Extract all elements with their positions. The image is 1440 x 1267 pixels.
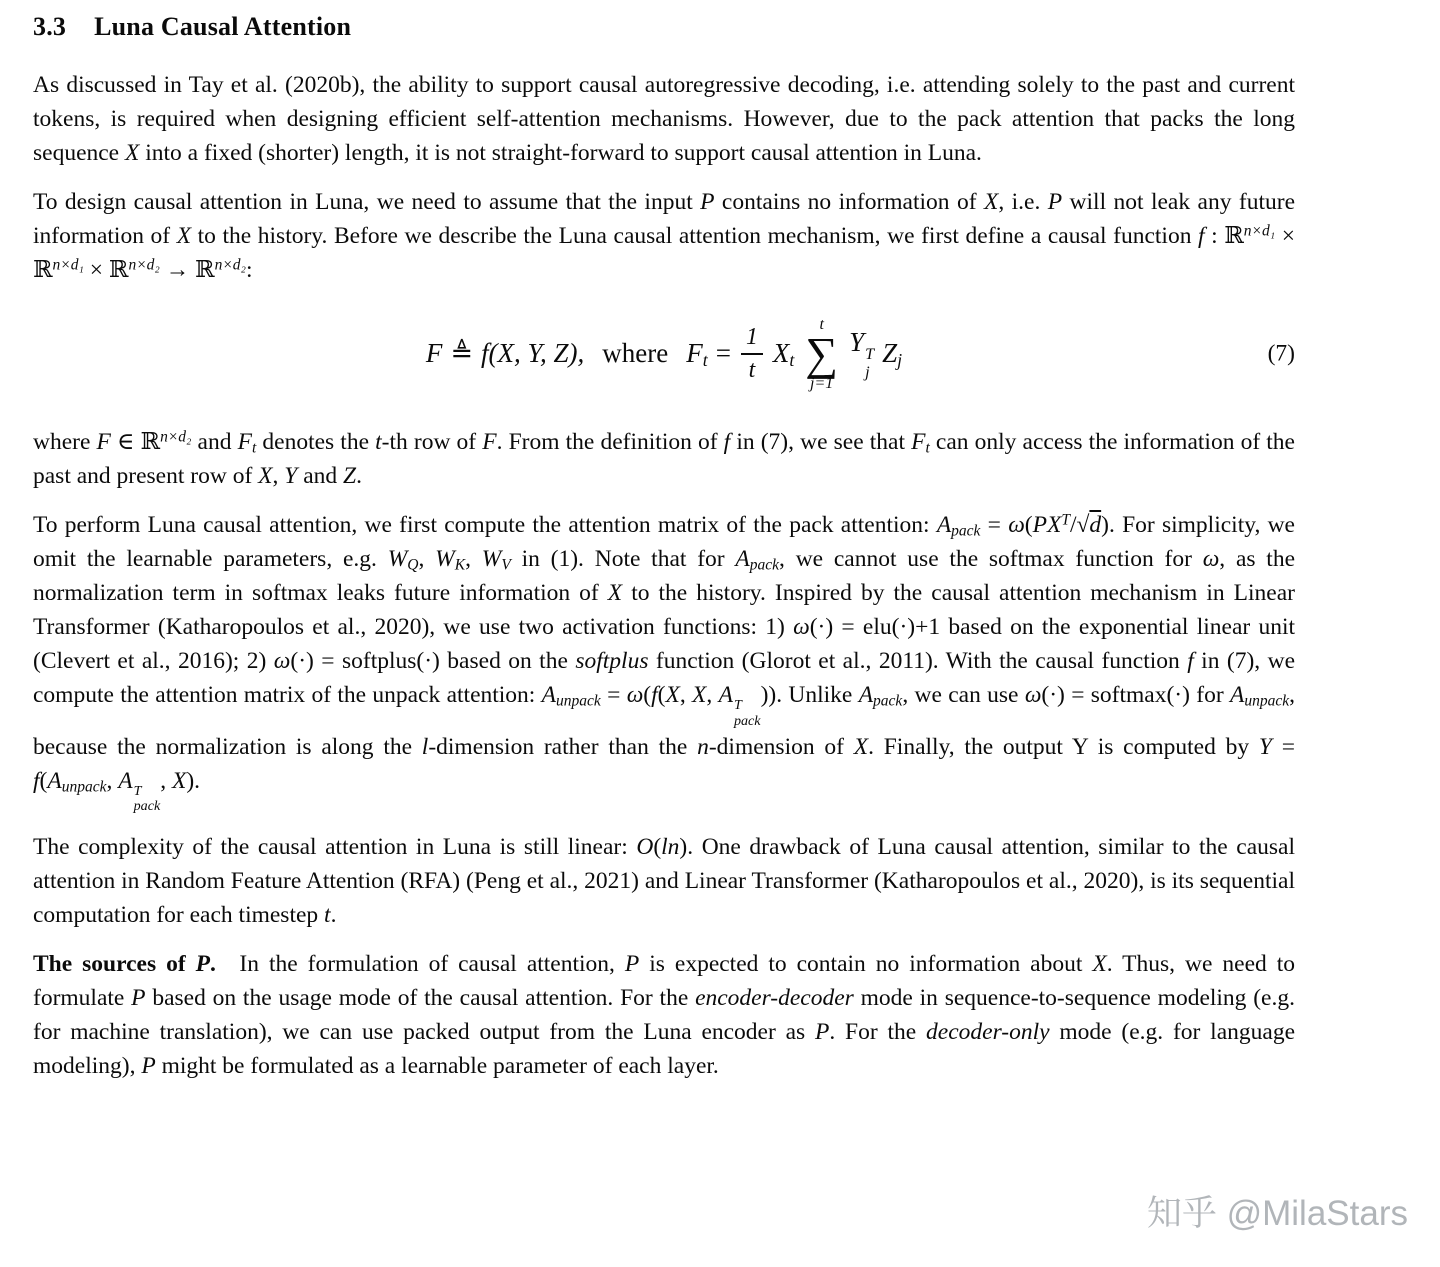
text-segment: A: [936, 512, 952, 538]
text-segment: Z: [343, 463, 357, 489]
text-segment: can only access the information of the past and present row of: [33, 429, 1295, 489]
text-segment: t: [251, 439, 257, 457]
text-segment: where: [33, 429, 97, 455]
text-segment: , we cannot use the softmax function for: [779, 546, 1203, 572]
text-segment: ).: [186, 767, 201, 794]
text-segment: f: [33, 767, 40, 794]
text-segment: → ℝ: [159, 257, 215, 283]
paragraph-sources-of-P: [33, 947, 1295, 1083]
text-segment: A: [541, 682, 557, 708]
text-segment: in (7), we see that: [730, 429, 912, 455]
text-segment: A: [718, 682, 733, 708]
text-segment: As discussed in Tay et al. (2020b), the ability to support causal autoregressive decoding, i.e. attending solely to the past and current tokens, is required when designing efficient self-attention mechanisms. However, due to the pack attention that packs the long sequence: [33, 72, 1295, 166]
summation-operator: [805, 316, 838, 393]
text-segment: ). For simplicity, we omit the learnable parameters, e.g.: [33, 512, 1295, 572]
text-segment: =: [600, 682, 627, 708]
text-segment: ,: [160, 767, 172, 794]
equation-number: (7): [1267, 340, 1295, 367]
text-segment: X: [607, 580, 623, 606]
text-segment: f: [723, 429, 731, 455]
text-segment: decoder-only: [926, 1019, 1050, 1046]
text-segment: P: [195, 951, 211, 978]
paragraph-complexity: [33, 830, 1295, 932]
text-segment: pack: [873, 692, 903, 710]
math-supsub: T pack: [733, 697, 761, 729]
section-title: Luna Causal Attention: [94, 12, 352, 41]
text-segment: . Thus, we need to formulate: [33, 951, 1296, 1012]
text-segment: n×d₁: [52, 256, 84, 274]
text-segment: t: [324, 902, 331, 929]
text-segment: n: [697, 733, 709, 760]
text-segment: n×d₂: [214, 256, 246, 274]
text-segment: A: [858, 682, 874, 708]
text-segment: f: [1187, 648, 1194, 674]
text-segment: softplus: [575, 648, 649, 674]
display-equation-7: [33, 311, 1295, 397]
text-segment: ω: [793, 614, 810, 640]
text-segment: The complexity of the causal attention in Luna is still linear:: [33, 834, 637, 861]
text-segment: × ℝ: [33, 223, 1295, 283]
text-segment: X: [176, 223, 192, 249]
text-segment: To design causal attention in Luna, we need to assume that the input: [33, 189, 701, 215]
text-segment: will not leak any future information of: [33, 189, 1295, 249]
text-segment: ω: [626, 682, 644, 708]
math-supsub: T pack: [133, 782, 161, 815]
fraction-one-over-t: [741, 324, 763, 385]
text-segment: unpack: [61, 778, 107, 796]
triangle-equal-symbol: ≜: [450, 338, 474, 369]
text-segment: A: [47, 767, 62, 794]
text-segment: , we can use: [902, 682, 1025, 708]
text-segment: . From the definition of: [496, 429, 724, 455]
text-segment: might be formulated as a learnable parameter of each layer.: [155, 1053, 719, 1080]
text-segment: P: [1047, 189, 1063, 215]
sigma-symbol: ∑: [805, 328, 839, 380]
section-heading: [33, 12, 1295, 42]
eq-term-Xt: $X_t$: [772, 338, 795, 371]
eq-term-YjT: Y T j: [849, 326, 875, 382]
text-segment: (: [39, 767, 48, 794]
text-segment: X: [853, 733, 869, 760]
text-segment: (·) = elu(·)+1 based on the exponential linear unit (Clevert et al., 2016); 2): [33, 614, 1296, 674]
text-segment: .: [356, 463, 362, 489]
text-segment: X: [125, 140, 140, 166]
text-segment: -dimension rather than the: [428, 733, 698, 760]
text-segment: in (1). Note that for: [510, 546, 736, 572]
watermark: 知乎 @MilaStars: [1146, 1194, 1408, 1233]
text-segment: To perform Luna causal attention, we first compute the attention matrix of the pack attention:: [33, 512, 937, 538]
text-segment: encoder-decoder: [695, 985, 854, 1012]
text-segment: =: [980, 512, 1009, 538]
text-segment: O: [636, 834, 654, 861]
text-segment: ,: [272, 463, 285, 489]
text-segment: contains no information of: [714, 189, 984, 215]
text-segment: and: [191, 429, 238, 455]
text-segment: ω: [1202, 546, 1220, 572]
text-segment: ω: [1008, 512, 1025, 538]
text-segment: A: [118, 767, 133, 794]
text-segment: P: [141, 1053, 156, 1080]
text-segment: ,: [465, 546, 482, 572]
text-segment: to the history. Before we describe the Luna causal attention mechanism, we first define a causal function: [191, 223, 1199, 249]
text-segment: X: [692, 682, 707, 708]
text-segment: .: [210, 951, 216, 978]
text-segment: t: [375, 429, 382, 455]
text-segment: pack: [749, 556, 780, 574]
text-segment: n×d₁: [1243, 222, 1276, 240]
paragraph-perform-luna: [33, 508, 1295, 815]
text-segment: , as the normalization term in softmax leaks future information of: [33, 546, 1296, 606]
text-segment: function (Glorot et al., 2011). With the causal function: [648, 648, 1188, 674]
paragraph-causal-function-def: [33, 185, 1295, 287]
text-segment: The sources of: [33, 951, 196, 978]
text-segment: PX: [1032, 512, 1062, 538]
text-segment: P: [815, 1019, 830, 1046]
text-segment: X: [171, 767, 187, 794]
text-segment: , i.e.: [998, 189, 1048, 215]
text-segment: K: [454, 556, 466, 574]
text-segment: /√: [1069, 512, 1090, 538]
text-segment: W: [481, 546, 502, 572]
text-segment: ,: [418, 546, 436, 572]
text-segment: ,: [706, 682, 719, 708]
text-segment: n×d₂: [160, 428, 192, 446]
text-segment: P: [700, 189, 715, 215]
text-segment: ,: [679, 682, 693, 708]
eq-term-Ft: $F_t$: [686, 338, 708, 371]
text-segment: Q: [407, 556, 419, 574]
text-segment: f: [1198, 223, 1205, 249]
text-segment: (: [643, 682, 652, 708]
text-segment: -th row of: [381, 429, 483, 455]
fraction-numerator: 1: [741, 324, 763, 355]
text-segment: F: [96, 429, 111, 455]
text-segment: F: [911, 429, 926, 455]
text-segment: ,: [106, 767, 119, 794]
text-segment: . Finally, the output Y is computed by: [868, 733, 1259, 760]
text-segment: d: [1089, 512, 1102, 538]
paragraph-intro: [33, 68, 1295, 170]
text-segment: -dimension of: [708, 733, 854, 760]
text-segment: pack: [951, 522, 981, 540]
text-segment: : ℝ: [1204, 223, 1244, 249]
fraction-denominator: t: [748, 356, 756, 383]
text-segment: unpack: [1244, 692, 1290, 710]
text-segment: into a fixed (shorter) length, it is not straight-forward to support causal attention in Luna.: [139, 140, 982, 166]
text-segment: mode in sequence-to-sequence modeling (e.g. for machine translation), we can use packed output from the Luna encoder as: [33, 985, 1295, 1046]
text-segment: in (7), we compute the attention matrix of the unpack attention:: [33, 648, 1295, 708]
text-segment: (·) = softplus(·) based on the: [290, 648, 576, 674]
text-segment: unpack: [556, 692, 601, 710]
text-segment: mode (e.g. for language modeling),: [33, 1019, 1295, 1080]
text-segment: W: [387, 546, 408, 572]
text-segment: V: [501, 556, 511, 574]
text-segment: ω: [1024, 682, 1042, 708]
text-segment: X: [983, 189, 999, 215]
text-segment: , because the normalization is along the: [33, 682, 1296, 760]
text-segment: n×d₂: [128, 256, 160, 274]
text-segment: .: [330, 902, 337, 929]
text-segment: :: [245, 257, 253, 283]
summation-upper-limit: t: [819, 315, 824, 333]
paragraph-where-F: [33, 425, 1295, 493]
text-segment: T: [1061, 511, 1070, 529]
text-segment: f: [651, 682, 658, 708]
text-segment: and: [297, 463, 344, 489]
eq-term-Zj: $Z_j$: [882, 338, 903, 371]
text-segment: (: [653, 834, 662, 861]
eq-where-label: where: [602, 338, 669, 369]
text-segment: F: [237, 429, 252, 455]
text-segment: (: [1024, 512, 1033, 538]
text-segment: In the formulation of causal attention,: [215, 951, 625, 978]
text-segment: t: [925, 439, 930, 457]
text-segment: )). Unlike: [760, 682, 859, 708]
supsub-T-over-j: T j: [865, 344, 875, 382]
text-segment: F: [482, 429, 497, 455]
text-segment: X: [258, 463, 273, 489]
text-segment: × ℝ: [83, 257, 129, 283]
eq-term-f-call: f(X, Y, Z),: [481, 338, 585, 369]
text-segment: . For the: [829, 1019, 927, 1046]
text-segment: based on the usage mode of the causal attention. For the: [145, 985, 696, 1012]
summation-lower-limit: j=1: [810, 374, 834, 392]
text-segment: denotes the: [256, 429, 376, 455]
text-segment: (·) = softmax(·) for: [1041, 682, 1231, 708]
text-segment: X: [1092, 951, 1107, 978]
text-segment: P: [131, 985, 146, 1012]
text-segment: Y: [1258, 733, 1272, 760]
text-segment: =: [1271, 733, 1295, 760]
equals-symbol: =: [715, 338, 731, 369]
text-segment: A: [1230, 682, 1245, 708]
text-segment: X: [665, 682, 680, 708]
eq-term-F: F: [425, 338, 443, 369]
text-segment: ln: [661, 834, 680, 861]
text-segment: (: [657, 682, 666, 708]
text-segment: ∈ ℝ: [110, 429, 161, 455]
text-segment: is expected to contain no information about: [639, 951, 1093, 978]
text-segment: Y: [284, 463, 298, 489]
section-number: 3.3: [33, 12, 67, 41]
paper-page: [33, 12, 1295, 1098]
text-segment: P: [624, 951, 640, 978]
text-segment: l: [421, 733, 429, 760]
text-segment: to the history. Inspired by the causal attention mechanism in Linear Transformer (Katharopoulos et al., 2020), we use two activation functions: 1): [33, 580, 1295, 640]
text-segment: W: [435, 546, 455, 572]
text-segment: ω: [273, 648, 291, 674]
text-segment: A: [735, 546, 750, 572]
text-segment: ). One drawback of Luna causal attention, similar to the causal attention in Random Feature Attention (RFA) (Peng et al., 2021) and Linear Transformer (Katharopoulos et al., 2020), is its sequential computation for each timestep: [33, 834, 1295, 929]
equation-body: [426, 316, 902, 393]
